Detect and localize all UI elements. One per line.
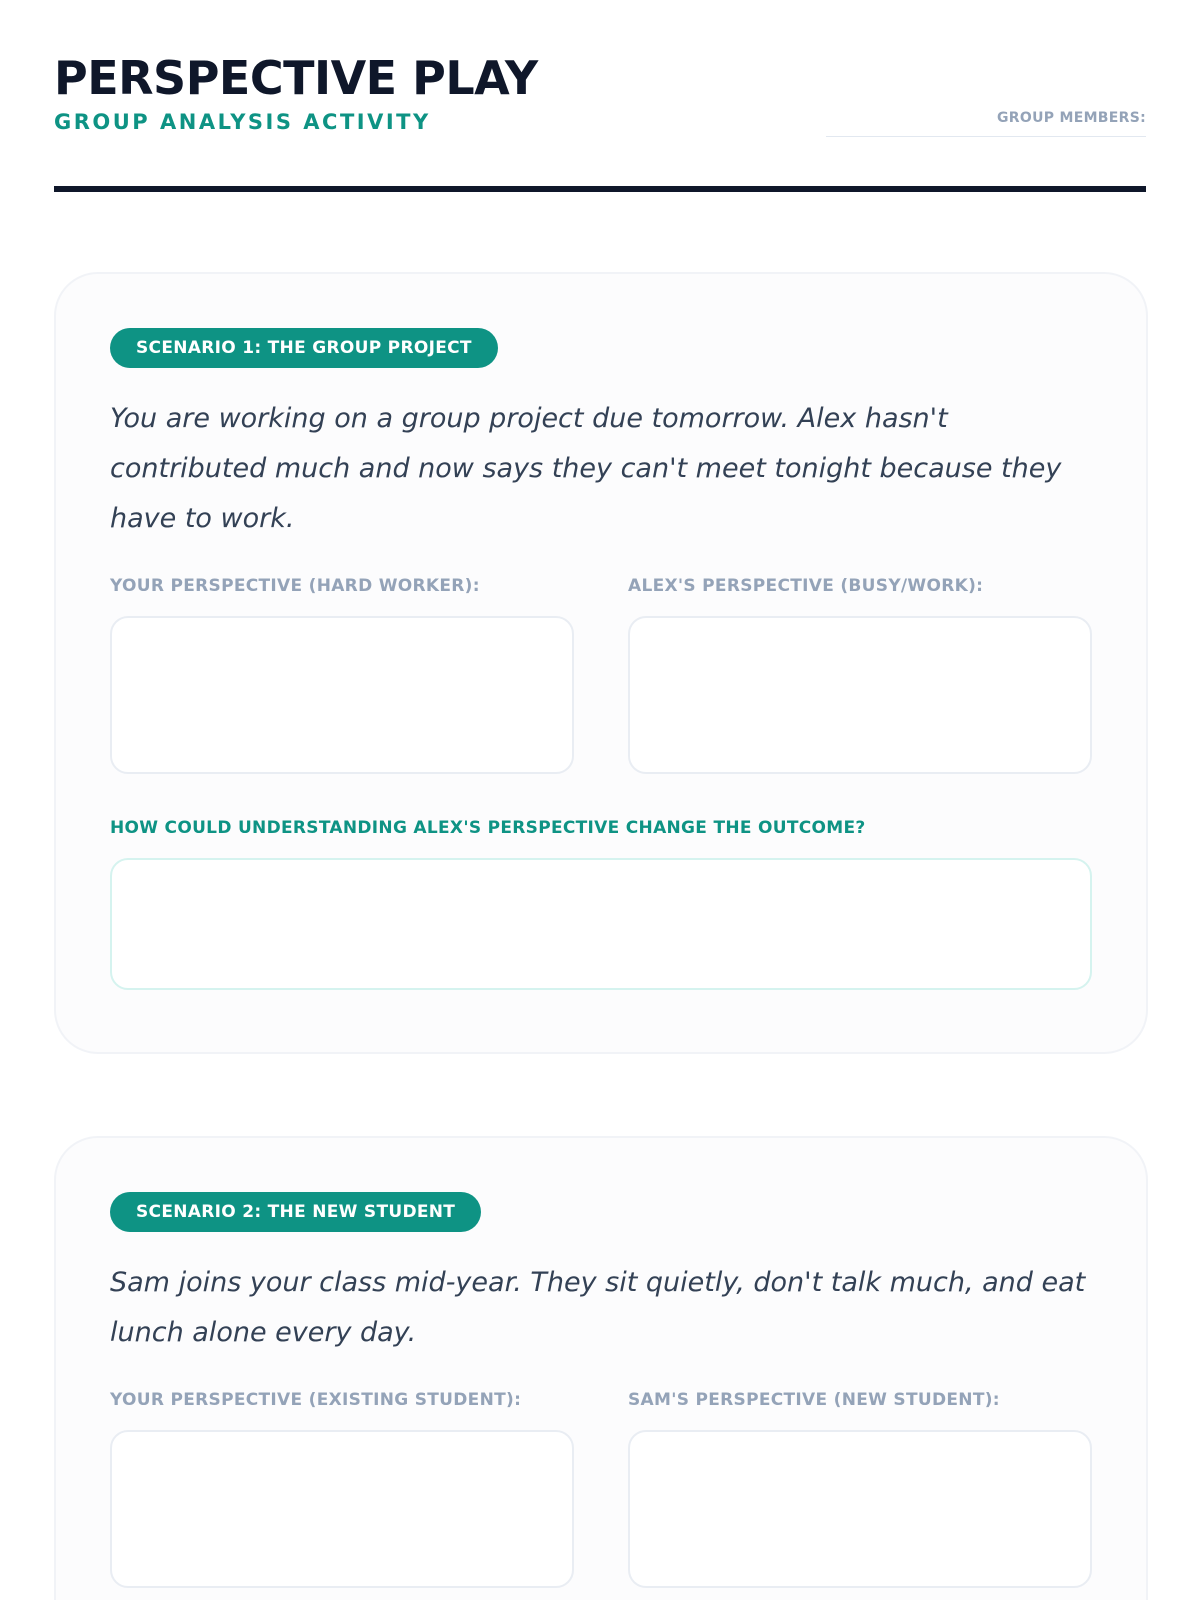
scenario-description-1: You are working on a group project due tomorrow. Alex hasn't contributed much and now says they can't meet tonight because they have to work.	[110, 403, 1062, 534]
sam-perspective-answer-box[interactable]	[628, 1430, 1092, 1588]
your-perspective-label-1: YOUR PERSPECTIVE (HARD WORKER):	[110, 576, 480, 596]
scenario-badge-1: SCENARIO 1: THE GROUP PROJECT	[110, 328, 498, 368]
outcome-question-label: HOW COULD UNDERSTANDING ALEX'S PERSPECTIVE CHANGE THE OUTCOME?	[110, 818, 866, 838]
perspective-columns-1	[110, 574, 1092, 774]
perspective-columns-2	[110, 1388, 1092, 1588]
alex-perspective-column	[628, 574, 1092, 774]
scenario-card-1	[54, 272, 1148, 1054]
alex-perspective-label: ALEX'S PERSPECTIVE (BUSY/WORK):	[628, 576, 984, 596]
group-members-input-line[interactable]	[826, 136, 1146, 137]
worksheet-header	[54, 0, 1146, 134]
page-subtitle: GROUP ANALYSIS ACTIVITY	[54, 110, 431, 134]
page-title: PERSPECTIVE PLAY	[54, 51, 538, 105]
your-perspective-column-1	[110, 574, 574, 774]
sam-perspective-column	[628, 1388, 1092, 1588]
scenario-description-2: Sam joins your class mid-year. They sit quietly, don't talk much, and eat lunch alone every day.	[110, 1267, 1086, 1348]
group-members-label: GROUP MEMBERS:	[997, 110, 1146, 126]
scenario-badge-2: SCENARIO 2: THE NEW STUDENT	[110, 1192, 481, 1232]
scenario-card-2	[54, 1136, 1148, 1600]
your-perspective-answer-box-1[interactable]	[110, 616, 574, 774]
your-perspective-column-2	[110, 1388, 574, 1588]
your-perspective-label-2: YOUR PERSPECTIVE (EXISTING STUDENT):	[110, 1390, 522, 1410]
header-divider	[54, 186, 1146, 192]
your-perspective-answer-box-2[interactable]	[110, 1430, 574, 1588]
outcome-answer-box[interactable]	[110, 858, 1092, 990]
group-members	[826, 110, 1146, 137]
alex-perspective-answer-box[interactable]	[628, 616, 1092, 774]
sam-perspective-label: SAM'S PERSPECTIVE (NEW STUDENT):	[628, 1390, 1000, 1410]
